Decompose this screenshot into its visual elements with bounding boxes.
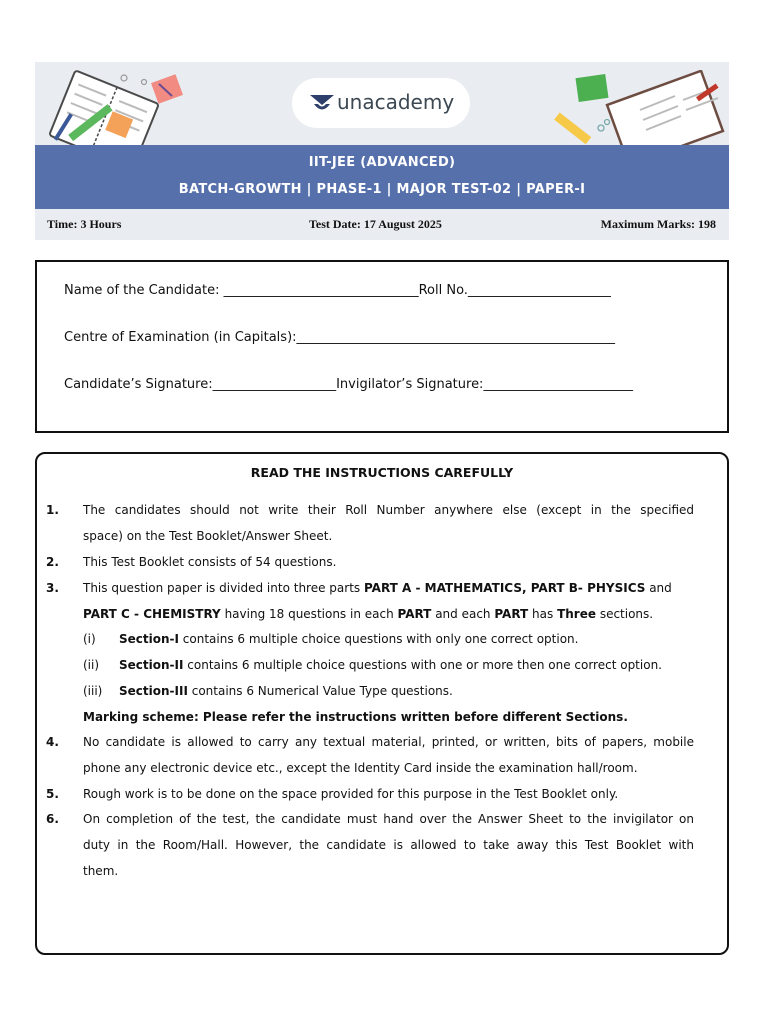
item-number: 1.: [46, 503, 59, 517]
candidate-name-roll-field: Name of the Candidate: ______________________________Roll No.______________________: [64, 283, 611, 298]
text: having 18 questions in each: [220, 607, 398, 621]
section-1-description: [119, 632, 578, 646]
bold-text: PART C - CHEMISTRY: [83, 607, 221, 621]
text: This question paper is divided into three parts: [83, 581, 364, 595]
marking-scheme-note: [83, 710, 628, 724]
exam-subtitle: BATCH-GROWTH | PHASE-1 | MAJOR TEST-02 | PAPER-I: [178, 182, 586, 197]
exam-centre-field: Centre of Examination (in Capitals):_________________________________________________: [64, 330, 616, 345]
instructions-title: READ THE INSTRUCTIONS CAREFULLY: [250, 465, 514, 480]
item-number: 3.: [46, 581, 59, 595]
instruction-3-line-1: [83, 581, 672, 595]
item-number: 2.: [46, 555, 59, 569]
sub-item-number: (iii): [83, 684, 103, 698]
instruction-6-line-3: them.: [83, 864, 119, 878]
bold-text: Three: [557, 607, 596, 621]
instruction-3-line-2: [83, 607, 653, 621]
bold-text: PART: [494, 607, 529, 621]
test-date: Test Date: 17 August 2025: [309, 217, 442, 231]
exam-duration: Time: 3 Hours: [47, 217, 122, 231]
instruction-2: This Test Booklet consists of 54 questions.: [83, 555, 337, 569]
bold-text: Section-I: [119, 632, 179, 646]
text: contains 6 multiple choice questions with only one correct option.: [178, 632, 579, 646]
text: contains 6 Numerical Value Type questions.: [187, 684, 453, 698]
instruction-4-line-1: No candidate is allowed to carry any textual material, printed, or written, bits of papers, mobile: [83, 735, 694, 749]
item-number: 5.: [46, 787, 59, 801]
instructions-box: [35, 452, 729, 955]
section-2-description: [119, 658, 662, 672]
text: sections.: [596, 607, 654, 621]
bold-text: PART: [397, 607, 432, 621]
text: contains 6 multiple choice questions with one or more then one correct option.: [183, 658, 662, 672]
bold-text: Section-III: [119, 684, 188, 698]
item-number: 4.: [46, 735, 59, 749]
sub-item-number: (ii): [83, 658, 100, 672]
unacademy-logo-icon: [309, 93, 335, 113]
text: has: [528, 607, 558, 621]
sub-item-number: (i): [83, 632, 96, 646]
instruction-1-line-1: The candidates should not write their Roll Number anywhere else (except in the specified: [83, 503, 694, 517]
instruction-5: Rough work is to be done on the space provided for this purpose in the Test Booklet only.: [83, 787, 619, 801]
item-number: 6.: [46, 812, 59, 826]
signature-fields: Candidate’s Signature:___________________Invigilator’s Signature:_______________________: [64, 377, 633, 392]
instruction-1-line-2: space) on the Test Booklet/Answer Sheet.: [83, 529, 333, 543]
bold-text: PART A - MATHEMATICS, PART B- PHYSICS: [363, 581, 646, 595]
bold-text: Marking scheme: Please refer the instructions written before different Sections.: [83, 710, 628, 724]
bold-text: Section-II: [119, 658, 184, 672]
section-3-description: [119, 684, 453, 698]
instruction-6-line-2: duty in the Room/Hall. However, the candidate is allowed to take away this Test Booklet with: [83, 838, 694, 852]
instruction-6-line-1: On completion of the test, the candidate must hand over the Answer Sheet to the invigilator on: [83, 812, 694, 826]
brand-name: unacademy: [337, 90, 455, 114]
maximum-marks: Maximum Marks: 198: [600, 217, 716, 231]
instruction-4-line-2: phone any electronic device etc., except the Identity Card inside the examination hall/room.: [83, 761, 638, 775]
text: and each: [431, 607, 495, 621]
text: and: [645, 581, 672, 595]
exam-title: IIT-JEE (ADVANCED): [308, 155, 456, 170]
